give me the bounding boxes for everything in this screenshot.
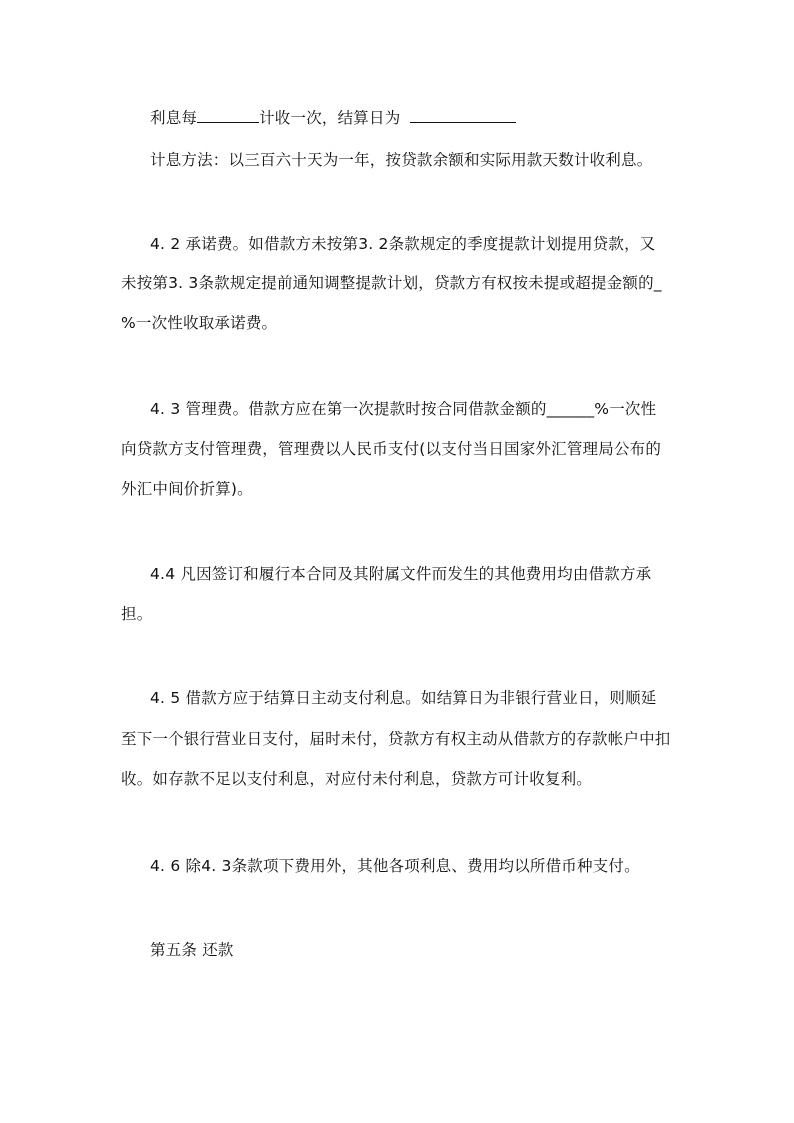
interest-frequency-line [150, 108, 516, 128]
clause-4-3-line-2: 向贷款方支付管理费，管理费以人民币支付(以支付当日国家外汇管理局公布的 [121, 440, 662, 458]
settlement-text: 计收一次，结算日为 [259, 109, 401, 127]
interest-method-line: 计息方法：以三百六十天为一年，按贷款余额和实际用款天数计收利息。 [150, 151, 653, 169]
interest-period-blank [197, 108, 259, 123]
clause-4-2-line-2: 未按第3. 3条款规定提前通知调整提款计划，贷款方有权按未提或超提金额的_ [121, 274, 662, 292]
clause-4-2-line-3: %一次性收取承诺费。 [121, 314, 278, 332]
clause-4-4-line-1: 4.4 凡因签订和履行本合同及其附属文件而发生的其他费用均由借款方承 [150, 565, 652, 583]
clause-4-4-line-2: 担。 [121, 605, 153, 623]
article-5-heading: 第五条 还款 [150, 941, 234, 959]
clause-4-6-line: 4. 6 除4. 3条款项下费用外，其他各项利息、费用均以所借币种支付。 [150, 857, 640, 875]
clause-4-2-line-1: 4. 2 承诺费。如借款方未按第3. 2条款规定的季度提款计划提用贷款，又 [150, 235, 656, 253]
clause-4-3-line-3: 外汇中间价折算)。 [121, 480, 253, 498]
interest-prefix: 利息每 [150, 109, 198, 127]
clause-4-5-line-2: 至下一个银行营业日支付，届时未付，贷款方有权主动从借款方的存款帐户中扣 [121, 730, 671, 748]
clause-4-5-line-3: 收。如存款不足以支付利息，对应付未付利息，贷款方可计收复利。 [121, 770, 593, 788]
clause-4-5-line-1: 4. 5 借款方应于结算日主动支付利息。如结算日为非银行营业日，则顺延 [150, 689, 657, 707]
settlement-date-blank [410, 108, 516, 123]
clause-4-3-line-1: 4. 3 管理费。借款方应在第一次提款时按合同借款金额的______%一次性 [150, 400, 657, 418]
